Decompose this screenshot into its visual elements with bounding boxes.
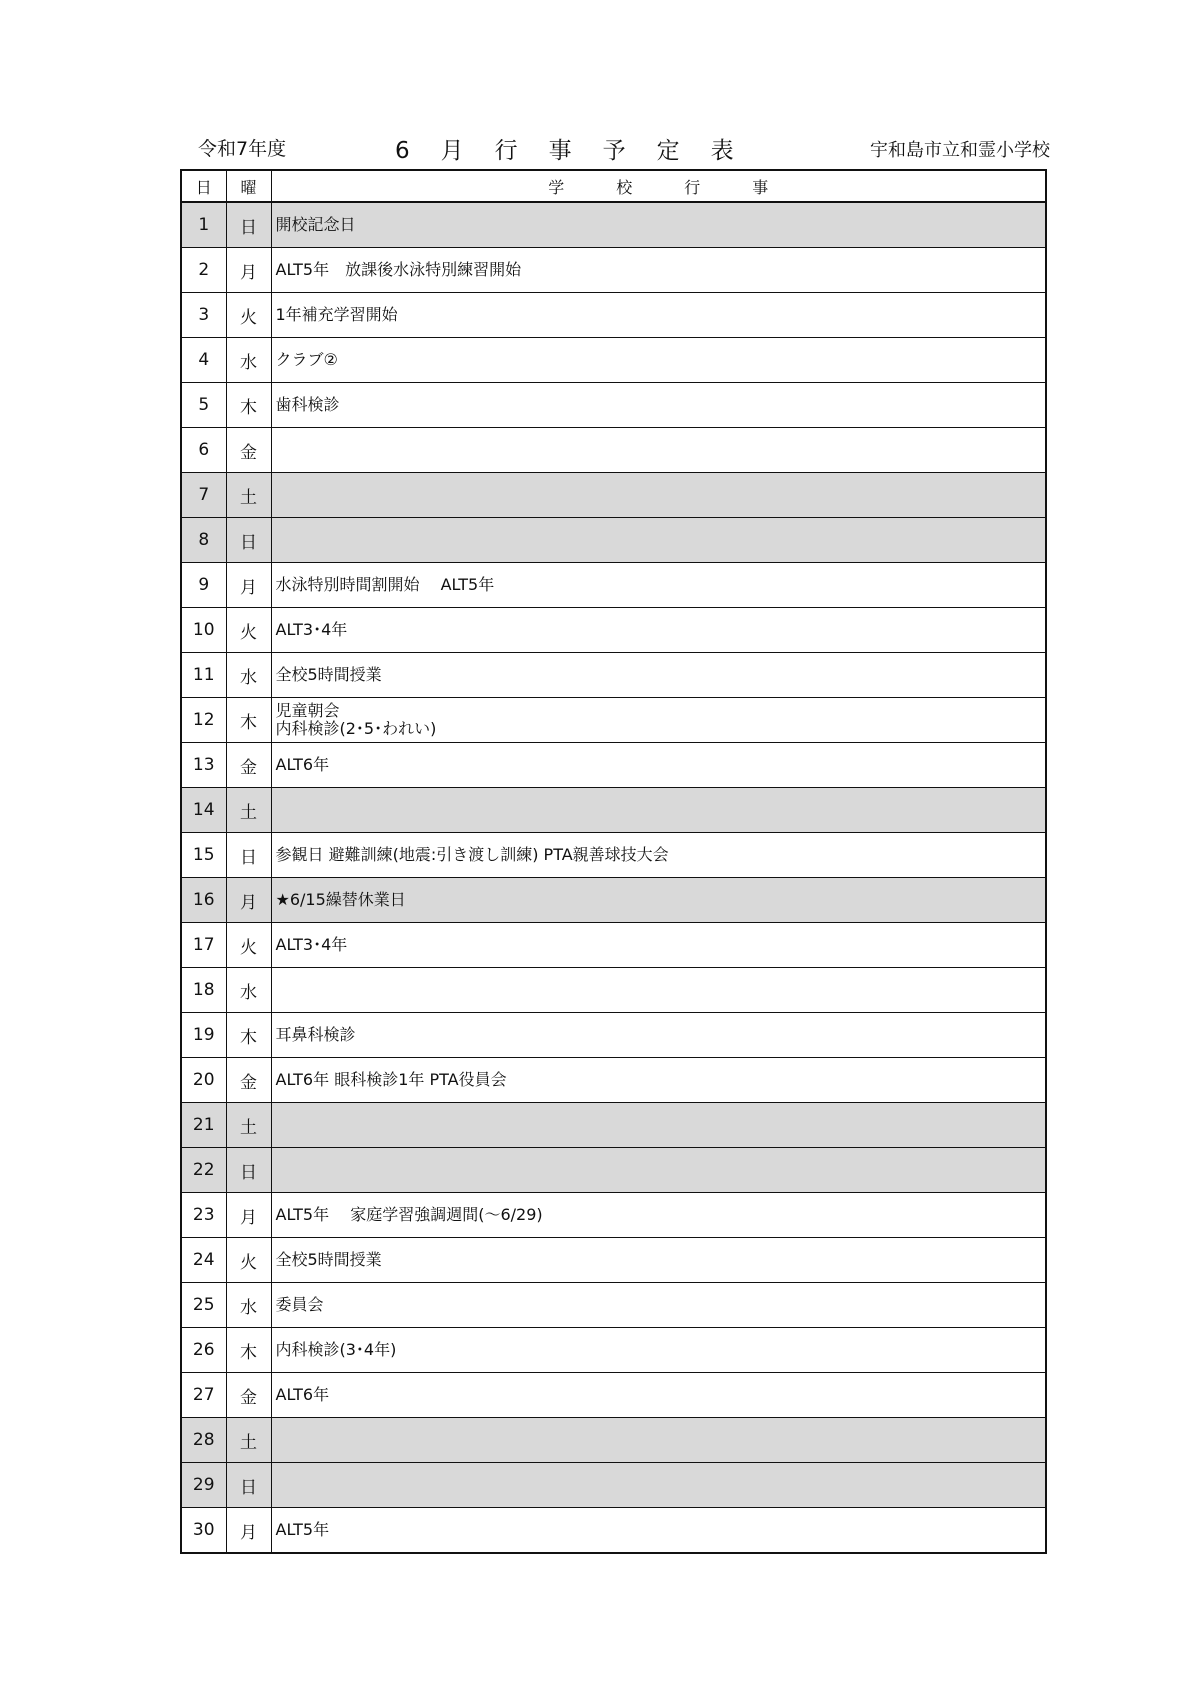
weekday-cell: 土: [226, 1418, 271, 1463]
weekday-cell: 火: [226, 1238, 271, 1283]
weekday-cell: 水: [226, 1283, 271, 1328]
day-cell: 23: [181, 1193, 226, 1238]
events-column-header: 学校行事: [271, 170, 1046, 202]
table-row: [181, 518, 1046, 563]
day-cell: 24: [181, 1238, 226, 1283]
day-cell: 13: [181, 743, 226, 788]
day-cell: 26: [181, 1328, 226, 1373]
weekday-cell: 金: [226, 1058, 271, 1103]
events-cell: 児童朝会 内科検診(2･5･われい): [271, 698, 1046, 743]
events-cell: ALT3･4年: [271, 923, 1046, 968]
table-row: [181, 1283, 1046, 1328]
table-row: [181, 1328, 1046, 1373]
table-row: [181, 968, 1046, 1013]
weekday-cell: 木: [226, 1013, 271, 1058]
table-row: [181, 1193, 1046, 1238]
events-cell: 委員会: [271, 1283, 1046, 1328]
events-cell: ALT5年 放課後水泳特別練習開始: [271, 248, 1046, 293]
day-cell: 21: [181, 1103, 226, 1148]
weekday-cell: 月: [226, 878, 271, 923]
day-cell: 2: [181, 248, 226, 293]
day-cell: 25: [181, 1283, 226, 1328]
table-row: [181, 248, 1046, 293]
day-cell: 11: [181, 653, 226, 698]
weekday-cell: 日: [226, 1148, 271, 1193]
day-cell: 7: [181, 473, 226, 518]
events-cell: ALT6年 眼科検診1年 PTA役員会: [271, 1058, 1046, 1103]
table-row: [181, 653, 1046, 698]
events-cell: 参観日 避難訓練(地震:引き渡し訓練) PTA親善球技大会: [271, 833, 1046, 878]
day-cell: 27: [181, 1373, 226, 1418]
table-row: [181, 1058, 1046, 1103]
events-cell: [271, 473, 1046, 518]
events-cell: ALT5年 家庭学習強調週間(～6/29): [271, 1193, 1046, 1238]
events-cell: ALT3･4年: [271, 608, 1046, 653]
fiscal-year: 令和7年度: [198, 138, 287, 160]
table-row: [181, 608, 1046, 653]
events-cell: [271, 1103, 1046, 1148]
table-row: [181, 923, 1046, 968]
day-column-header: 日: [181, 170, 226, 202]
events-cell: ALT6年: [271, 743, 1046, 788]
weekday-cell: 日: [226, 833, 271, 878]
weekday-cell: 火: [226, 923, 271, 968]
schedule-body: [181, 202, 1046, 1553]
table-row: [181, 1148, 1046, 1193]
table-row: [181, 1103, 1046, 1148]
table-row: [181, 202, 1046, 248]
day-cell: 5: [181, 383, 226, 428]
weekday-cell: 水: [226, 338, 271, 383]
table-row: [181, 833, 1046, 878]
weekday-cell: 水: [226, 968, 271, 1013]
events-cell: 内科検診(3･4年): [271, 1328, 1046, 1373]
events-cell: [271, 1148, 1046, 1193]
weekday-cell: 月: [226, 563, 271, 608]
weekday-cell: 水: [226, 653, 271, 698]
day-cell: 9: [181, 563, 226, 608]
day-cell: 29: [181, 1463, 226, 1508]
events-cell: 水泳特別時間割開始 ALT5年: [271, 563, 1046, 608]
weekday-cell: 金: [226, 428, 271, 473]
day-cell: 19: [181, 1013, 226, 1058]
header-row: [181, 170, 1046, 202]
weekday-cell: 月: [226, 248, 271, 293]
events-cell: [271, 428, 1046, 473]
table-row: [181, 383, 1046, 428]
day-cell: 30: [181, 1508, 226, 1554]
table-row: [181, 293, 1046, 338]
events-cell: [271, 788, 1046, 833]
day-cell: 1: [181, 202, 226, 248]
day-cell: 14: [181, 788, 226, 833]
table-row: [181, 563, 1046, 608]
day-cell: 22: [181, 1148, 226, 1193]
table-row: [181, 698, 1046, 743]
events-cell: クラブ②: [271, 338, 1046, 383]
events-cell: 全校5時間授業: [271, 653, 1046, 698]
table-row: [181, 878, 1046, 923]
events-cell: 耳鼻科検診: [271, 1013, 1046, 1058]
weekday-cell: 日: [226, 1463, 271, 1508]
day-cell: 3: [181, 293, 226, 338]
weekday-cell: 土: [226, 788, 271, 833]
day-cell: 15: [181, 833, 226, 878]
table-row: [181, 743, 1046, 788]
school-name: 宇和島市立和霊小学校: [870, 140, 1050, 161]
events-cell: [271, 1463, 1046, 1508]
table-row: [181, 428, 1046, 473]
events-cell: ALT5年: [271, 1508, 1046, 1554]
document-header: [180, 132, 1050, 164]
weekday-cell: 月: [226, 1193, 271, 1238]
day-cell: 10: [181, 608, 226, 653]
table-row: [181, 1508, 1046, 1554]
weekday-cell: 日: [226, 202, 271, 248]
weekday-cell: 木: [226, 698, 271, 743]
day-cell: 16: [181, 878, 226, 923]
day-cell: 8: [181, 518, 226, 563]
events-cell: ★6/15繰替休業日: [271, 878, 1046, 923]
weekday-cell: 火: [226, 608, 271, 653]
page-title: 6月行事予定表: [395, 138, 765, 164]
weekday-cell: 土: [226, 473, 271, 518]
events-cell: 1年補充学習開始: [271, 293, 1046, 338]
events-cell: [271, 518, 1046, 563]
weekday-cell: 金: [226, 1373, 271, 1418]
table-row: [181, 1013, 1046, 1058]
weekday-cell: 月: [226, 1508, 271, 1554]
table-row: [181, 788, 1046, 833]
day-cell: 28: [181, 1418, 226, 1463]
table-row: [181, 338, 1046, 383]
table-row: [181, 1373, 1046, 1418]
day-cell: 18: [181, 968, 226, 1013]
events-cell: 全校5時間授業: [271, 1238, 1046, 1283]
events-cell: [271, 968, 1046, 1013]
table-row: [181, 1418, 1046, 1463]
events-cell: [271, 1418, 1046, 1463]
weekday-column-header: 曜: [226, 170, 271, 202]
events-cell: 開校記念日: [271, 202, 1046, 248]
day-cell: 4: [181, 338, 226, 383]
day-cell: 12: [181, 698, 226, 743]
day-cell: 6: [181, 428, 226, 473]
weekday-cell: 土: [226, 1103, 271, 1148]
table-row: [181, 473, 1046, 518]
day-cell: 20: [181, 1058, 226, 1103]
events-cell: ALT6年: [271, 1373, 1046, 1418]
weekday-cell: 木: [226, 383, 271, 428]
day-cell: 17: [181, 923, 226, 968]
schedule-table: [180, 169, 1047, 1554]
weekday-cell: 火: [226, 293, 271, 338]
table-row: [181, 1463, 1046, 1508]
weekday-cell: 木: [226, 1328, 271, 1373]
weekday-cell: 金: [226, 743, 271, 788]
table-row: [181, 1238, 1046, 1283]
events-cell: 歯科検診: [271, 383, 1046, 428]
weekday-cell: 日: [226, 518, 271, 563]
